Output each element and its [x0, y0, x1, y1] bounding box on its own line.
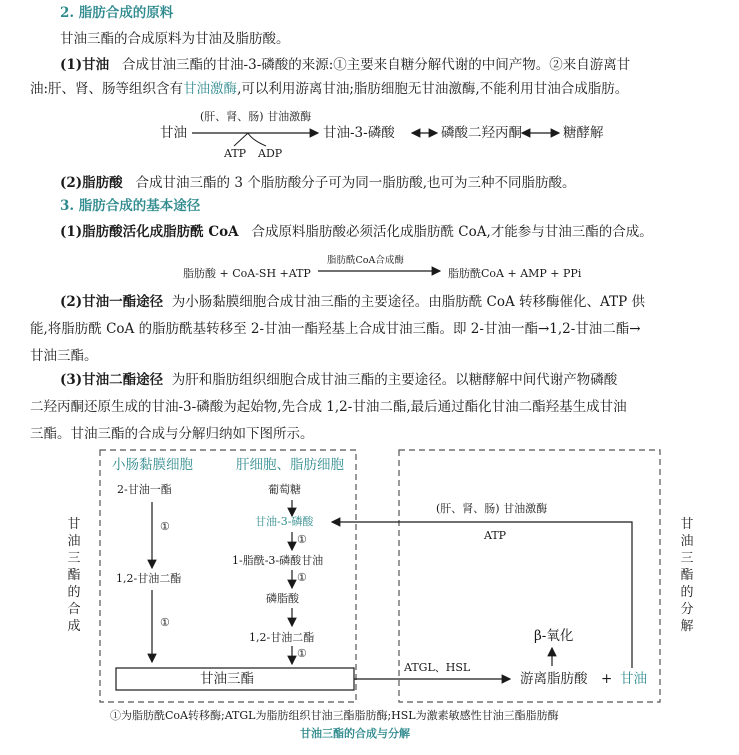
- free-glycerol: 甘油: [620, 671, 647, 687]
- col2-step3: ①: [297, 647, 307, 660]
- diagram-legend: ①为脂肪酰CoA转移酶;ATGL为脂肪组织甘油三酯脂肪酶;HSL为激素敏感性甘油三酯脂肪酶: [110, 709, 559, 722]
- mag-label: (2)甘油一酯途径: [60, 294, 164, 310]
- kinase-atp: ATP: [484, 529, 507, 542]
- dag-line1: 为肝和脂肪组织细胞合成甘油三酯的主要途径。以糖酵解中间代谢产物磷酸: [171, 372, 618, 388]
- col1-step1: ①: [160, 520, 170, 533]
- eq1-glycerol: 甘油: [160, 125, 187, 141]
- section2-heading: 2. 脂肪合成的原料: [60, 5, 174, 21]
- glycerol-paragraph-line1: [60, 55, 630, 75]
- glycerol-label: (1)甘油: [60, 57, 110, 73]
- col2-g3p: 甘油-3-磷酸: [255, 515, 314, 528]
- kinase-label: (肝、肾、肠) 甘油激酶: [436, 502, 548, 515]
- section3-heading: 3. 脂肪合成的基本途径: [60, 198, 201, 214]
- col2-title: 肝细胞、脂肪细胞: [236, 457, 344, 473]
- degradation-vertical-label: 甘油三酯的分解: [680, 517, 694, 634]
- fatty-acid-paragraph: [60, 173, 576, 193]
- glycerol-paragraph-line2: [30, 79, 628, 99]
- col1-title: 小肠黏膜细胞: [112, 457, 193, 473]
- activation-equation: [0, 248, 739, 284]
- mag-line1: 为小肠黏膜细胞合成甘油三酯的主要途径。由脂肪酰 CoA 转移酶催化、ATP 供: [171, 294, 645, 310]
- dag-line2: 二羟丙酮还原生成的甘油-3-磷酸为起始物,先合成 1,2-甘油二酯,最后通过酯化甘油二酯羟基生成甘油: [30, 399, 627, 415]
- eq1-dhap: 磷酸二羟丙酮: [441, 125, 522, 141]
- free-fatty-acid: 游离脂肪酸: [520, 671, 588, 687]
- glycerol-equation: [0, 104, 739, 164]
- monoacylglycerol-paragraph: [30, 289, 730, 370]
- tg-diagram: [0, 440, 739, 755]
- activation-label: (1)脂肪酸活化成脂肪酰 CoA: [60, 224, 239, 240]
- col1-mag: 2-甘油一酯: [117, 483, 172, 496]
- activation-paragraph: [60, 222, 653, 242]
- synthesis-vertical-label: 甘油三酯的合成: [67, 517, 81, 634]
- glycerol-text-b: 油:肝、肾、肠等组织含有: [30, 81, 184, 97]
- eq1-atp: ATP: [224, 147, 247, 160]
- fatty-acid-label: (2)脂肪酸: [60, 175, 123, 191]
- lipase-label: ATGL、HSL: [404, 661, 471, 674]
- plus-sign: +: [601, 671, 613, 687]
- tg-box-label: 甘油三酯: [200, 671, 254, 687]
- col2-step2: ①: [297, 571, 307, 584]
- col1-step2: ①: [160, 616, 170, 629]
- col2-dag: 1,2-甘油二酯: [249, 631, 315, 644]
- eq1-enzyme: (肝、肾、肠) 甘油激酶: [200, 110, 312, 123]
- fatty-acid-text: 合成甘油三酯的 3 个脂肪酸分子可为同一脂肪酸,也可为三种不同脂肪酸。: [135, 175, 576, 191]
- col2-step1: ①: [297, 533, 307, 546]
- eq2-enzyme: 脂肪酰CoA合成酶: [327, 255, 404, 266]
- diacylglycerol-paragraph: [30, 367, 730, 448]
- eq1-adp: ADP: [258, 147, 283, 160]
- eq2-right: 脂肪酰CoA + AMP + PPi: [448, 267, 582, 280]
- diagram-caption: 甘油三酯的合成与分解: [300, 727, 410, 740]
- mag-line3: 甘油三酯。: [30, 348, 98, 364]
- dag-label: (3)甘油二酯途径: [60, 372, 164, 388]
- eq2-left: 脂肪酸 + CoA-SH +ATP: [183, 267, 311, 280]
- col2-pa: 磷脂酸: [266, 592, 299, 605]
- col2-glucose: 葡萄糖: [268, 483, 301, 496]
- activation-text: 合成原料脂肪酸必须活化成脂肪酰 CoA,才能参与甘油三酯的合成。: [251, 224, 653, 240]
- eq2-arrow: [0, 248, 739, 284]
- mag-line2: 能,将脂肪酰 CoA 的脂肪酰基转移至 2-甘油一酯羟基上合成甘油三酯。即 2-甘油一酯→1,2-甘油二酯→: [30, 321, 641, 337]
- col1-dag: 1,2-甘油二酯: [116, 572, 182, 585]
- section2-intro: 甘油三酯的合成原料为甘油及脂肪酸。: [60, 31, 290, 47]
- eq1-glycolysis: 糖酵解: [563, 125, 604, 141]
- eq1-arrows: [0, 104, 739, 164]
- glycerol-kinase-highlight: 甘油激酶: [183, 81, 238, 97]
- glycerol-text-a: 合成甘油三酯的甘油-3-磷酸的来源:①主要来自糖分解代谢的中间产物。②来自游离甘: [122, 57, 631, 73]
- col2-lpa: 1-脂酰-3-磷酸甘油: [232, 554, 324, 567]
- glycerol-text-c: ,可以利用游离甘油;脂肪细胞无甘油激酶,不能利用甘油合成脂肪。: [237, 81, 629, 97]
- beta-oxidation: β-氧化: [534, 628, 574, 644]
- dag-line3: 三酯。甘油三酯的合成与分解归纳如下图所示。: [30, 426, 314, 442]
- eq1-g3p: 甘油-3-磷酸: [323, 125, 395, 141]
